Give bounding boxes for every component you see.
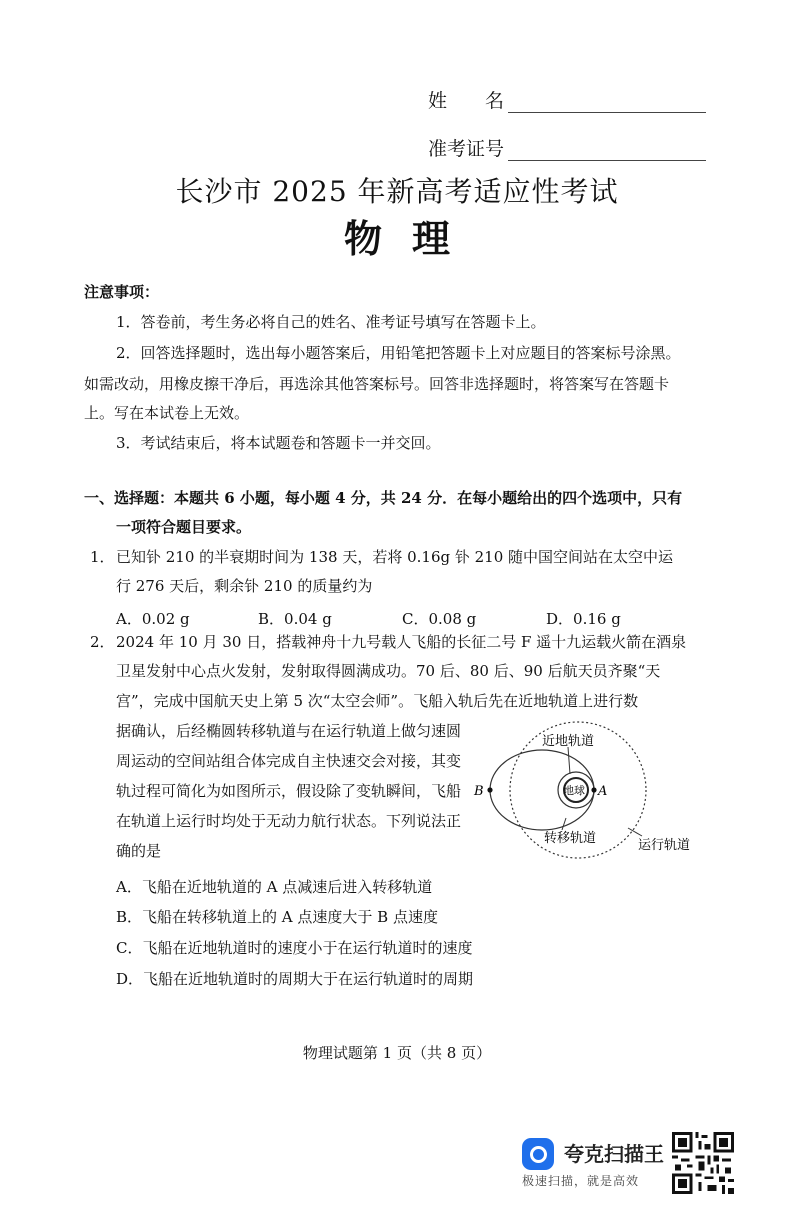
id-field (428, 134, 706, 161)
point-b-label: B (474, 784, 484, 799)
q1-option-b: B．0.04 g (258, 610, 332, 628)
page-footer: 物理试题第 1 页（共 8 页） (302, 1044, 492, 1062)
q2-stem-7: 在轨道上运行时均处于无动力航行状态。下列说法正 (116, 812, 462, 830)
q2-stem-8: 确的是 (116, 842, 162, 860)
transfer-orbit-pointer (562, 818, 566, 830)
near-orbit-pointer (568, 747, 570, 774)
q2-option-c: C．飞船在近地轨道时的速度小于在运行轨道时的速度 (116, 939, 473, 957)
quark-logo-icon (522, 1138, 554, 1170)
q2-stem-6: 轨过程可简化为如图所示，假设除了变轨瞬间，飞船 (116, 782, 462, 800)
point-a-dot (591, 787, 596, 792)
q2-stem-1: 2024 年 10 月 30 日，搭载神舟十九号载人飞船的长征二号 F 遥十九运载火箭在酒泉 (116, 633, 687, 651)
section-heading: 一、选择题：本题共 6 小题，每小题 4 分，共 24 分．在每小题给出的四个选项中，只有 (84, 489, 683, 507)
q2-stem-4: 据确认，后经椭圆转移轨道与在运行轨道上做匀速圆 (116, 722, 462, 740)
q1-stem: 已知钋 210 的半衰期时间为 138 天，若将 0.16g 钋 210 随中国空间站在太空中运 (116, 548, 674, 566)
id-blank (508, 140, 706, 161)
notice-heading: 注意事项： (84, 283, 160, 301)
q2-option-a: A．飞船在近地轨道的 A 点减速后进入转移轨道 (116, 878, 433, 896)
name-label: 姓 名 (428, 90, 505, 112)
section-heading-cont: 一项符合题目要求。 (116, 518, 252, 536)
point-b-dot (487, 787, 492, 792)
near-orbit-label: 近地轨道 (542, 734, 595, 749)
q2-option-b: B．飞船在转移轨道上的 A 点速度大于 B 点速度 (116, 908, 438, 926)
q1-option-d: D．0.16 g (546, 610, 621, 628)
scanner-watermark (518, 1136, 668, 1196)
notice-item-2-cont: 如需改动，用橡皮擦干净后，再选涂其他答案标号。回答非选择题时，将答案写在答题卡 (84, 375, 670, 393)
notice-item-2-end: 上。写在本试卷上无效。 (84, 404, 250, 422)
q1-option-a: A．0.02 g (116, 610, 190, 628)
exam-title: 长沙市 2025 年新高考适应性考试 (175, 175, 619, 208)
notice-item-1: 1．答卷前，考生务必将自己的姓名、准考证号填写在答题卡上。 (116, 313, 546, 331)
qr-code-icon (672, 1132, 734, 1194)
notice-item-3: 3．考试结束后，将本试题卷和答题卡一并交回。 (116, 434, 441, 452)
transfer-orbit-label: 转移轨道 (544, 831, 597, 846)
q2-stem-3: 宫”，完成中国航天史上第 5 次“太空会师”。飞船入轨后先在近地轨道上进行数 (116, 692, 639, 710)
q2-stem-5: 周运动的空间站组合体完成自主快速交会对接，其变 (116, 752, 462, 770)
q2-number: 2． (90, 633, 115, 651)
q1-option-c: C．0.08 g (402, 610, 477, 628)
q1-stem-cont: 行 276 天后，剩余钋 210 的质量约为 (116, 577, 373, 595)
q2-option-d: D．飞船在近地轨道时的周期大于在运行轨道时的周期 (116, 970, 474, 988)
operation-orbit-pointer (628, 828, 642, 836)
notice-item-2: 2．回答选择题时，选出每小题答案后，用铅笔把答题卡上对应题目的答案标号涂黑。 (116, 344, 681, 362)
operation-orbit-label: 运行轨道 (638, 838, 691, 853)
id-label: 准考证号 (428, 138, 505, 160)
orbit-diagram (474, 716, 710, 866)
name-field (428, 86, 706, 113)
q2-stem-2: 卫星发射中心点火发射，发射取得圆满成功。70 后、80 后、90 后航天员齐聚“天 (116, 662, 661, 680)
watermark-slogan: 极速扫描，就是高效 (522, 1174, 640, 1188)
point-a-label: A (598, 784, 608, 799)
watermark-app-name: 夸克扫描王 (564, 1142, 664, 1166)
name-blank (508, 92, 706, 113)
earth-label: 地球 (563, 784, 585, 797)
q1-number: 1． (90, 548, 115, 566)
subject-title: 物理 (343, 216, 480, 261)
